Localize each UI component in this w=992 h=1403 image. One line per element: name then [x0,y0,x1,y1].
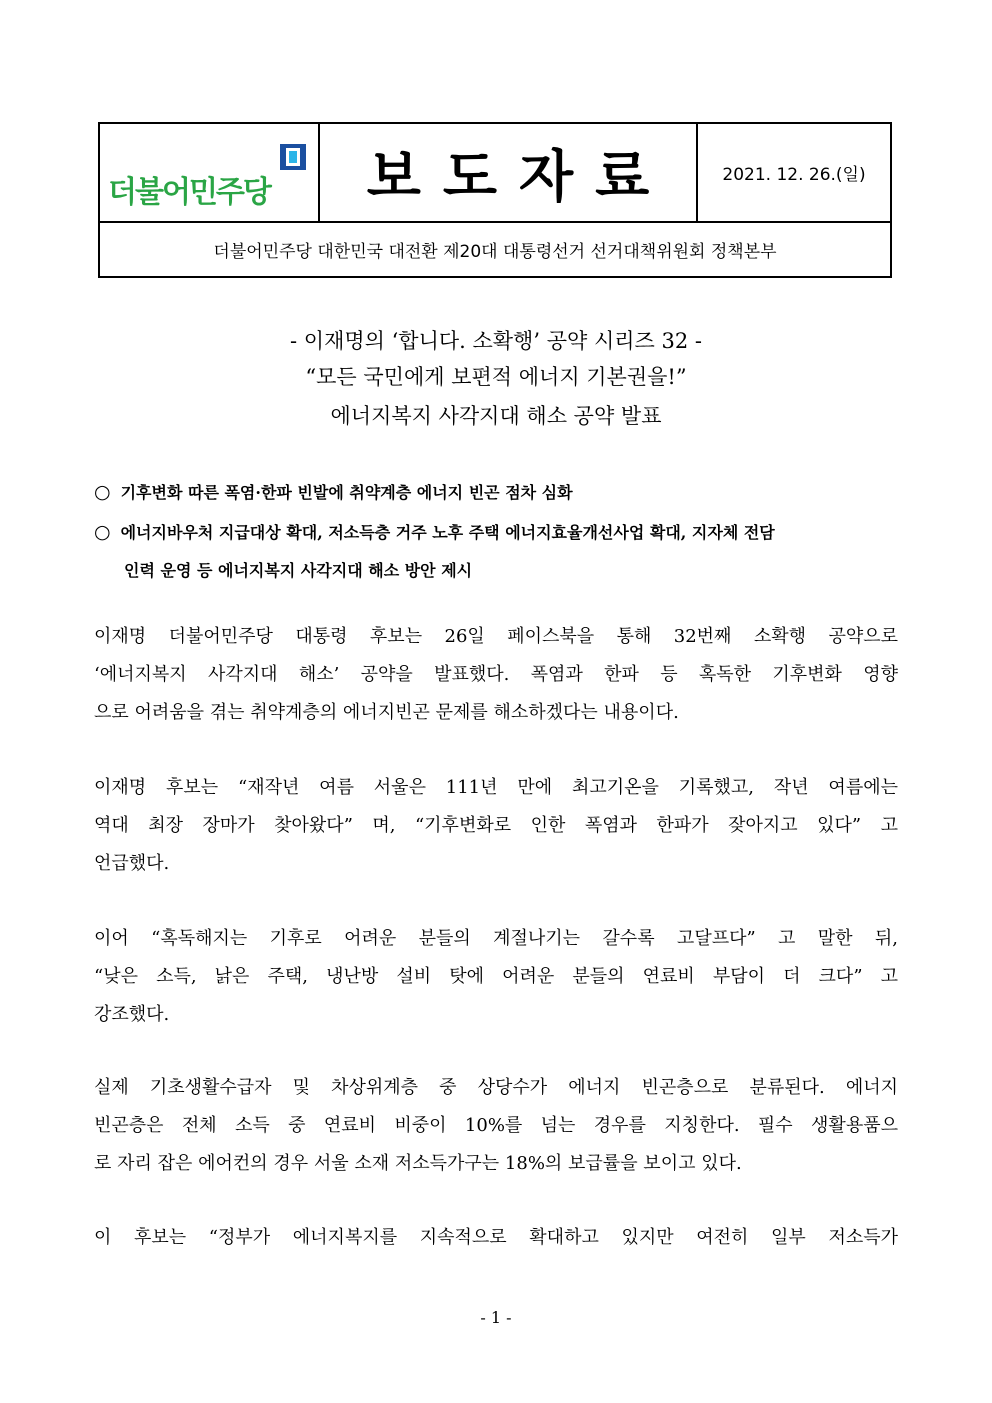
paragraph-line: 이 후보는 “정부가 에너지복지를 지속적으로 확대하고 있지만 여전히 일부 저소득가 [94,1227,898,1248]
bullet-circle-icon: ○ [94,521,111,543]
bullet-circle-icon: ○ [94,481,111,503]
press-release-title: 보도자료 [366,144,672,210]
paragraph-line: 로 자리 잡은 에어컨의 경우 서울 소재 저소득가구는 18%의 보급률을 보이고 있다. [94,1153,742,1174]
paragraph-line: 이재명 더불어민주당 대통령 후보는 26일 페이스북을 통해 32번째 소확행 공약으로 [94,626,898,647]
body-paragraph-2 [94,769,898,883]
summary-bullet-2 [94,513,904,590]
press-release-title-cell [320,124,698,221]
issuing-organization: 더불어민주당 대한민국 대전환 제20대 대통령선거 선거대책위원회 정책본부 [213,242,777,262]
summary-bullet-text-continued: 인력 운영 등 에너지복지 사각지대 해소 방안 제시 [124,561,473,580]
paragraph-line: 언급했다. [94,853,170,874]
paragraph-line: “낮은 소득, 낡은 주택, 냉난방 설비 탓에 어려운 분들의 연료비 부담이 더 크다” 고 [94,966,898,987]
page-number: - 1 - [480,1308,512,1327]
party-logo-icon [278,142,310,172]
paragraph-line: ‘에너지복지 사각지대 해소’ 공약을 발표했다. 폭염과 한파 등 혹독한 기후변화 영향 [94,664,898,685]
summary-bullet-1 [94,473,904,512]
paragraph-line: 으로 어려움을 겪는 취약계층의 에너지빈곤 문제를 해소하겠다는 내용이다. [94,702,679,723]
release-date: 2021. 12. 26.(일) [722,165,866,185]
paragraph-line: 실제 기초생활수급자 및 차상위계층 중 상당수가 에너지 빈곤층으로 분류된다. 에너지 [94,1077,898,1098]
header-top-row [100,124,890,223]
paragraph-line: 이재명 후보는 “재작년 여름 서울은 111년 만에 최고기온을 기록했고, 작년 여름에는 [94,777,898,798]
party-logo-cell [100,124,320,221]
body-paragraph-4 [94,1069,898,1183]
headline-series: - 이재명의 ‘합니다. 소확행’ 공약 시리즈 32 - [290,329,702,353]
headline-quote: “모든 국민에게 보편적 에너지 기본권을!” [305,365,687,389]
paragraph-line: 이어 “혹독해지는 기후로 어려운 분들의 계절나기는 갈수록 고달프다” 고 말한 뒤, [94,928,898,949]
headline-main: 에너지복지 사각지대 해소 공약 발표 [330,404,662,428]
body-paragraph-5 [94,1219,898,1257]
summary-bullet-text: 에너지바우처 지급대상 확대, 저소득층 거주 노후 주택 에너지효율개선사업 확대, 지자체 전담 [120,523,775,542]
paragraph-line: 강조했다. [94,1004,170,1025]
paragraph-line: 빈곤층은 전체 소득 중 연료비 비중이 10%를 넘는 경우를 지칭한다. 필수 생활용품으 [94,1115,898,1136]
press-release-header [98,122,892,278]
party-logo-text: 더불어민주당 [108,175,270,210]
summary-bullet-text: 기후변화 따른 폭염·한파 빈발에 취약계층 에너지 빈곤 점차 심화 [120,483,573,502]
body-paragraph-3 [94,920,898,1034]
paragraph-line: 역대 최장 장마가 찾아왔다” 며, “기후변화로 인한 폭염과 한파가 잦아지고 있다” 고 [94,815,898,836]
body-paragraph-1 [94,618,898,732]
